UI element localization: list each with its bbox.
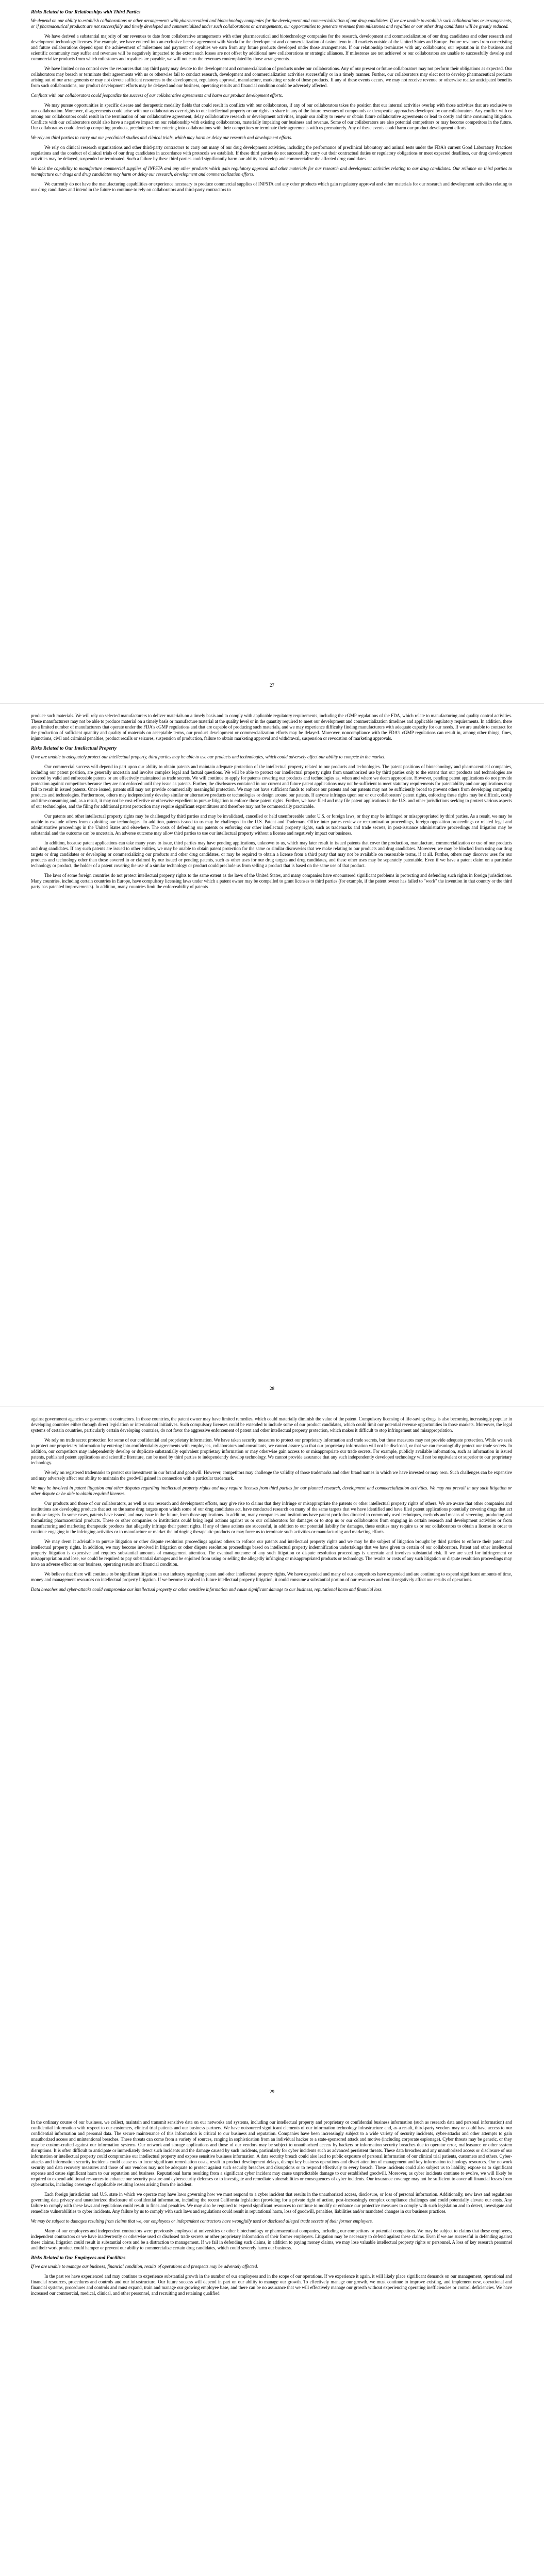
risk-factor-summary: We lack the capability to manufacture commercial supplies of INP5TA and any other products which gain regulatory approval and other materials for our research and development activities relating to our drug candidates. Our reliance on third parties to manufacture our drugs and drug candidates may harm or delay our research, development and commercialization efforts.	[31, 166, 512, 177]
body-paragraph: We may pursue opportunities in specific disease and therapeutic modality fields that could result in conflicts with our collaborators, if any of our collaborators takes the position that our internal activities overlap with those activities that are exclusive to our collaboration. Moreover, disagreements could arise with our collaborators over rights to our intellectual property or our rights to share in any of the future revenues of compounds or therapeutic approaches developed by our collaborators. Any conflict with or among our collaborators could result in the termination of our collaborative agreement, delay collaborative research or development activities, impair our ability to renew or obtain future collaborative agreements or lead to costly and time consuming litigation. Conflicts with our collaborators could also have a negative impact on our relationship with existing collaborators, materially impairing our business and revenue. Some of our collaborators are also potential competitors or may become competitors in the future. Our collaborators could develop competing products, preclude us from entering into collaborations with their competitors or terminate their agreements with us prematurely. Any of these events could harm our product development efforts.	[31, 103, 512, 130]
body-paragraph: In the past we have experienced and may continue to experience substantial growth in the number of our employees and in the scope of our operations. If we experience it again, it will likely place significant demands on our management, operational and financial resources, procedures and controls and our infrastructure. Our future success will depend in part on our ability to manage our growth. To effectively manage our growth, we must continue to improve existing, and implement new, operational and financial systems, procedures and controls and must expand, train and manage our growing employee base, and there can be no assurance that we will effectively manage our growth without experiencing operating inefficiencies or control deficiencies. We have increased our commercial, medical, clinical, and other personnel, and recruiting and retaining qualified	[31, 2274, 512, 2296]
page-number: 27	[270, 683, 274, 688]
body-paragraph: Each foreign jurisdiction and U.S. state in which we operate may have laws governing how we must respond to a cyber incident that results in the unauthorized access, disclosure, or loss of personal information. Additionally, new laws and regulations governing data privacy and unauthorized disclosure of confidential information, including the recent California legislation (providing for a private right of action, post-increasingly complex compliance challenges and could potentially elevate our costs. Any failure to comply with these laws and regulations could result in fines and penalties. We may also be required to expend significant resources to continue to modify or enhance our protective measures to comply with such legislation and to detect, investigate and remediate vulnerabilities to cyber incidents. Any failure by us to comply with such laws and regulations could result in reputational harm, loss of goodwill, penalties, liabilities and/or mandated changes in our business practices.	[31, 2192, 512, 2214]
page-number: 28	[270, 1386, 274, 1391]
risk-factor-summary: If we are unable to adequately protect our intellectual property, third parties may be able to use our products and technologies, which could adversely affect our ability to compete in the market.	[31, 754, 386, 759]
body-paragraph: We rely on registered trademarks to protect our investment in our brand and goodwill. However, competitors may challenge the validity of those trademarks and other brand names in which we have invested or may own. Such challenges can be expensive and may adversely affect our ability to maintain the goodwill gained in connection with a particular trademark.	[31, 1470, 512, 1481]
body-paragraph: The laws of some foreign countries do not protect intellectual property rights to the same extent as the laws of the United States, and many companies have encountered significant problems in protecting and defending such rights in foreign jurisdictions. Many countries, including certain countries in Europe, have compulsory licensing laws under which a patent owner may be compelled to grant licenses to third parties (for example, if the patent owner has failed to "work" the invention in that country or the third party has patented improvements). In addition, many countries limit the enforceability of patents	[31, 873, 512, 889]
risk-factor-summary: Conflicts with our collaborators could jeopardize the success of our collaborative agreements and harm our product development efforts.	[31, 93, 283, 98]
body-paragraph: We believe that there will continue to be significant litigation in our industry regarding patent and other intellectual property rights. We have expended and many of our competitors have expended and are continuing to expend significant amounts of time, money and management resources on intellectual property litigation. If we become involved in future intellectual property litigation, it could consume a substantial portion of our resources and could negatively affect our results of operations.	[31, 1571, 512, 1582]
body-paragraph: Our patents and other intellectual property rights may be challenged by third parties and may be invalidated, cancelled or held unenforceable under U.S. or foreign laws, or they may be infringed or misappropriated by third parties. As a result, we may be unable to exclude others from exploiting our technologies. In addition, patents issued to us may be challenged in the U.S. Patent and Trademark Office inter partes review or reexamination proceedings, foreign opposition proceedings or related legal and administrative proceedings in the United States and elsewhere. The costs of defending our patents or enforcing our other intellectual property rights, such as trademarks and trade secrets, in post-issuance administrative proceedings and litigation may be substantial and the outcome can be uncertain. An adverse outcome may allow third parties to use our intellectual property without a license and negatively impact our business.	[31, 814, 512, 836]
document-page-28	[0, 703, 544, 1406]
body-paragraph: We currently do not have the manufacturing capabilities or experience necessary to produce commercial supplies of INP5TA and any other products which gain regulatory approval and other materials for our research and development activities relating to our drug candidates and intend in the future to continue to rely on collaborators and third-party contractors to	[31, 181, 512, 192]
risk-factor-summary: Data breaches and cyber-attacks could compromise our intellectual property or other sensitive information and cause significant damage to our business, reputational harm and financial loss.	[31, 1587, 383, 1592]
document-page-30	[0, 2110, 544, 2576]
risk-factor-summary: We rely on third parties to carry out our preclinical studies and clinical trials, which may harm or delay our research and development efforts.	[31, 135, 292, 140]
risk-factor-summary: We may be involved in patent litigation and other disputes regarding intellectual property rights and may require licenses from third parties for our planned research, development and commercialization activities. We may not prevail in any such litigation or other dispute or be able to obtain required licenses.	[31, 1485, 512, 1496]
body-paragraph-continued: In the ordinary course of our business, we collect, maintain and transmit sensitive data on our networks and systems, including our intellectual property and proprietary or confidential business information (such as research data and personal information) and confidential information with respect to our customers, clinical trial patients and our business partners. We have outsourced significant elements of our information technology infrastructure and, as a result, third-party vendors may or could have access to our confidential information and personal data. The secure maintenance of this information is critical to our business and reputation. Companies have been increasingly subject to a wide variety of security incidents, cyber-attacks and other attempts to gain unauthorized access and unintentional breaches. These threats can come from a variety of sources, ranging in sophistication from an individual hacker to a state-sponsored attack and motive (including corporate espionage). Cyber threats may be generic, or they may be custom-crafted against our information systems. Our network and storage applications and those of our vendors may be subject to unauthorized access by hackers or information security breaches due to operator error, malfeasance or other system disruptions. It is often difficult to anticipate or immediately detect such incidents and the damage caused by such incidents, particularly for cyber incidents such as advanced persistent threats. These data breaches and any unauthorized access or disclosure of our information or intellectual property could compromise our intellectual property and expose sensitive business information. A data security breach could also lead to public exposure of personal information of our clinical trial patients, customers and others. Cyber-attacks and information security incidents could cause us to incur significant remediation costs, result in product development delays, disrupt key business operations and divert attention of management and key information technology resources. Our network security and data recovery measures and those of our vendors may not be adequate to protect against such security breaches and disruptions or to respond effectively to every breach. These incidents could also subject us to liability, expose us to significant expense and cause significant harm to our reputation and business. Reputational harm resulting from a significant cyber incident may cause unpredictable damage to our established goodwill. Moreover, as cyber incidents continue to evolve, we will likely be required to expend additional resources to enhance our security posture and cybersecurity defenses or to investigate and remediate vulnerabilities or consequences of cyber incidents. Our insurance coverage may not be sufficient to cover all financial losses from cyberattacks, including coverage of applicable resulting losses arising from the incident.	[31, 2120, 512, 2187]
risk-factor-summary: We depend on our ability to establish collaborations or other arrangements with pharmaceutical and biotechnology companies for the development and commercialization of our drug candidates. If we are unable to establish such collaborations or arrangements, or if pharmaceutical products are not successfully and timely developed and commercialized under such collaborations or arrangements, our opportunities to generate revenues from milestones and royalties or our other drug candidates will be greatly reduced.	[31, 18, 512, 29]
section-heading: Risks Related to Our Relationships with Third Parties	[31, 9, 141, 15]
section-heading: Risks Related to Our Employees and Facilities	[31, 2255, 126, 2261]
section-heading: Risks Related to Our Intellectual Property	[31, 745, 117, 751]
body-paragraph: We rely on clinical research organizations and other third-party contractors to carry out many of our drug development activities, including the performance of preclinical laboratory and animal tests under the FDA's current Good Laboratory Practices regulations and the conduct of clinical trials of our drug candidates in accordance with protocols we establish. If these third parties do not successfully carry out their contractual duties or regulatory obligations or meet expected deadlines, our drug development activities may be delayed, suspended or terminated. Such a failure by these third parties could significantly harm our ability to develop and commercialize the affected drug candidates.	[31, 145, 512, 161]
page-number: 29	[270, 2089, 274, 2094]
document-page-27	[0, 0, 544, 703]
body-paragraph-continued: against government agencies or government contractors. In those countries, the patent owner may have limited remedies, which could materially diminish the value of the patent. Compulsory licensing of life-saving drugs is also becoming increasingly popular in developing countries either through direct legislation or international initiatives. Such compulsory licenses could be extended to include some of our product candidates, which could limit our potential revenue opportunities in those markets. Moreover, the legal systems of certain countries, particularly certain developing countries, do not favor the aggressive enforcement of patent and other intellectual property protection, which makes it difficult to stop infringement and misappropriation.	[31, 1416, 512, 1433]
body-paragraph: We may deem it advisable to pursue litigation or other dispute resolution proceedings against others to enforce our patents and intellectual property rights and we may be the subject of litigation brought by third parties to enforce their patent and intellectual property rights. In addition, we may become involved in litigation or other dispute resolution proceedings based on intellectual property indemnification undertakings that we have given to certain of our collaborators. Patent and other intellectual property litigation is expensive and requires substantial amounts of management attention. The eventual outcome of any such litigation or dispute resolution proceedings is uncertain and involves substantial risk. If we are sued for infringement or misappropriation and lose, we could be required to pay substantial damages and be enjoined from using or selling the allegedly infringing or misappropriated products or technology. The results or costs of any such litigation or dispute resolution proceedings may have an adverse effect on our business, operating results and financial condition.	[31, 1539, 512, 1567]
body-paragraph: We have derived a substantial majority of our revenues to date from collaborative arrangements with other pharmaceutical and biotechnology companies for the research, development and commercialization of our drug candidates and other research and development technology licenses. For example, we have entered into an exclusive license agreement with Vanda for the development and commercialization of tasimelteon in all markets outside of the United States and Europe. Future revenues from our existing and future collaborations depend upon the achievement of milestones and payment of royalties we earn from any future products developed under those arrangements. If our relationship terminates with any collaborator, our reputation in the business and scientific community may suffer and revenues will be negatively impacted to the extent such losses are not offset by additional new collaborations or strategic alliances. If milestones are not achieved or our collaborators are unable to successfully develop and commercialize products from which milestones and royalties are payable, we will not earn the revenues contemplated by those arrangements.	[31, 33, 512, 61]
body-paragraph: Many of our employees and independent contractors were previously employed at universities or other biotechnology or pharmaceutical companies, including our competitors or potential competitors. We may be subject to claims that these employees, independent contractors or we have inadvertently or otherwise used or disclosed trade secrets or other proprietary information of their former employers. Litigation may be necessary to defend against these claims. Even if we are successful in defending against these claims, litigation could result in substantial costs and be a distraction to management. If we fail in defending such claims, in addition to paying money claims, we may lose valuable intellectual property rights or personnel. A loss of key research personnel and their work product could hamper or prevent our ability to commercialize certain drug candidates, which could severely harm our business.	[31, 2228, 512, 2250]
document-page-29	[0, 1406, 544, 2110]
body-paragraph: We rely on trade secret protection for some of our confidential and proprietary information. We have taken security measures to protect our proprietary information and trade secrets, but these measures may not provide adequate protection. While we seek to protect our proprietary information by entering into confidentiality agreements with employees, collaborators and consultants, we cannot assure you that our proprietary information will not be disclosed, or that we can meaningfully protect our trade secrets. In addition, our competitors may independently develop or duplicate substantially equivalent proprietary information or may otherwise gain access to or misappropriate our trade secrets. For example, publicly available information, such as information in issued patents, published patent applications and scientific literature, can be used by third parties to independently develop technology. We cannot provide assurance that any such independently developed technology will not be equivalent or superior to our proprietary technology.	[31, 1437, 512, 1465]
body-paragraph: We have limited or no control over the resources that any third party may devote to the development and commercialization of products under our collaborations. Any of our present or future collaborators may not perform their obligations as expected. Our collaborators may breach or terminate their agreements with us or otherwise fail to conduct research, development and commercialization activities successfully or in a timely manner. Further, our collaborators may elect not to develop pharmaceutical products arising out of our arrangements or may not devote sufficient resources to the development, regulatory approval, manufacture, marketing or sale of those products. If any of these events occurs, we may not receive revenue or otherwise realize anticipated benefits from such collaborations, our product development efforts may be delayed and our business, operating results and financial condition could be adversely affected.	[31, 66, 512, 88]
body-paragraph: Our products and those of our collaborators, as well as our research and development efforts, may give rise to claims that they infringe or misappropriate the patents or other intellectual property rights of others. We are aware that other companies and institutions are developing products that act on the same drug targets upon which some of our drug candidates act, have conducted research on many of the same targets that we have identified and have filed patent applications potentially covering drugs that act on those targets. In some cases, patents have issued, and may issue in the future, from those applications. In addition, many companies and institutions have patent portfolios directed to commonly used techniques, methods and means of screening, producing and formulating pharmaceutical products. These or other companies or institutions could bring legal actions against us or our collaborators for damages or to stop us or our collaborators from engaging in certain research and development activities or from manufacturing and marketing therapeutic products that allegedly infringe their patent rights. If any of these actions are successful, in addition to our potential liability for damages, these entities may require us or our collaborators to obtain a license in order to continue engaging in the infringing activities or to manufacture or market the infringing therapeutic products or may force us to terminate such activities or manufacturing and marketing efforts.	[31, 1501, 512, 1534]
risk-factor-summary: If we are unable to manage our business, financial condition, results of operations and prospects may be adversely affected.	[31, 2264, 258, 2269]
risk-factor-summary: We may be subject to damages resulting from claims that we, our employees or independent contractors have wrongfully used or disclosed alleged trade secrets of their former employers.	[31, 2218, 373, 2224]
body-paragraph: In addition, because patent applications can take many years to issue, third parties may have pending applications, unknown to us, which may later result in issued patents that cover the production, manufacture, commercialization or use of our products and drug candidates. If any such patents are issued to other entities, we may be unable to obtain patent protection for the same or similar discoveries that we make relating to our products and drug candidates. Moreover, we may be blocked from using our drug targets or drug candidates or developing or commercializing our products and other drug candidates, or may be required to obtain a license from a third party that may not be available on reasonable terms, if at all. Further, others may discover uses for our products and technology other than those covered in or claimed by our issued or pending patents, such as other uses for our drug targets and drug candidates, and these other uses may be separately patentable. Even if we have a patent claim on a particular technology or product, the holder of a patent covering the use of a similar technology or product could preclude us from selling a product that is based on the same use of that product.	[31, 840, 512, 868]
body-paragraph-continued: produce such materials. We will rely on selected manufacturers to deliver materials on a timely basis and to comply with applicable regulatory requirements, including the cGMP regulations of the FDA, which relate to manufacturing and quality control activities. These manufacturers may not be able to produce material on a timely basis or manufacture material at the quality level or in the quantity required to meet our development and commercialization timelines and applicable regulatory requirements. In addition, there are a limited number of manufacturers that operate under the FDA's cGMP regulations and that are capable of producing such materials, and we may experience difficulty finding manufacturers with adequate capacity for our needs. If we are unable to contract for the production of sufficient quantity and quality of materials on acceptable terms, our product development or commercialization efforts may be delayed. Moreover, noncompliance with the FDA's cGMP regulations can result in, among other things, fines, injunctions, civil and criminal penalties, product recalls or seizures, suspension of production, failure to obtain marketing approval and withdrawal, suspension or revocation of marketing approvals.	[31, 713, 512, 741]
body-paragraph: Our commercial success will depend in part upon our ability to obtain patents and maintain adequate protection of the intellectual property related to our products and technologies. The patent positions of biotechnology and pharmaceutical companies, including our patent position, are generally uncertain and involve complex legal and factual questions. We will be able to protect our intellectual property rights from unauthorized use by third parties only to the extent that our products and technologies are covered by valid and enforceable patents or are effectively maintained as trade secrets. We will continue to apply for patents covering our products and technologies as, when and where we deem appropriate. However, pending patent applications do not provide protection against competitors because they are not enforced until they issue as patents. Further, the disclosures contained in our current and future patent applications may not be sufficient to meet statutory requirements for patentability and our applications may fail to result in issued patents. Once issued, patents still may not provide commercially meaningful protection. We may not have sufficient funds to enforce our patents and our patents may not be sufficiently broad to prevent others from developing competing products and technologies. Furthermore, others may independently develop similar or alternative products or technologies or design around our patents. If anyone infringes upon our or our collaborators' patent rights, enforcing these rights may be difficult, costly and time-consuming and, as a result, it may not be cost-effective or otherwise expedient to pursue litigation to enforce those patent rights. Further, we have filed and may file patent applications in the U.S. and other jurisdictions seeking to protect various aspects of our technologies, and the filing for additional patent protection may require significant expenditures and therefore may not be commercially practicable.	[31, 764, 512, 809]
